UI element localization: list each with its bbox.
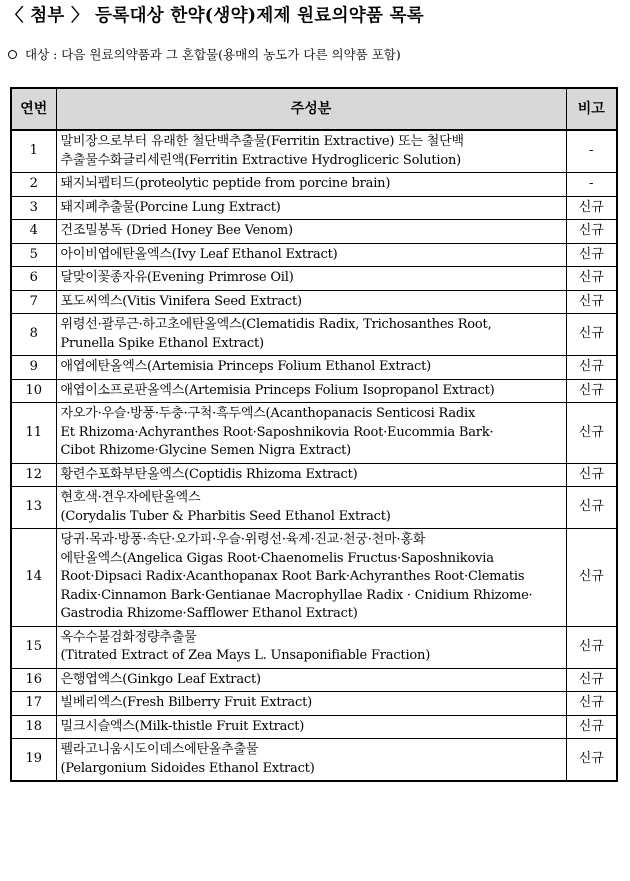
ingredient-cell xyxy=(56,626,566,668)
row-number: 12 xyxy=(11,463,56,487)
note-cell: 신규 xyxy=(566,314,617,356)
ingredient-cell xyxy=(56,290,566,314)
circle-bullet-icon xyxy=(8,50,17,59)
ingredient-line: 빌베리엑스(Fresh Bilberry Fruit Extract) xyxy=(60,695,312,710)
ingredient-line: 황련수포화부탄올엑스(Coptidis Rhizoma Extract) xyxy=(60,466,358,482)
row-number: 13 xyxy=(11,487,56,529)
ingredient-cell xyxy=(56,314,566,356)
ingredient-line: (Pelargonium Sidoides Ethanol Extract) xyxy=(60,760,315,776)
ingredient-line: 돼지폐추출물(Porcine Lung Extract) xyxy=(60,199,281,215)
note-cell: 신규 xyxy=(566,403,617,464)
ingredient-line: 은행엽엑스(Ginkgo Leaf Extract) xyxy=(60,671,261,687)
row-number: 6 xyxy=(11,267,56,291)
note-cell: 신규 xyxy=(566,529,617,627)
table-row xyxy=(11,715,617,739)
row-number: 14 xyxy=(11,529,56,627)
table-row xyxy=(11,463,617,487)
ingredient-line: 옥수수불검화정량추출물 xyxy=(60,629,197,645)
note-cell: 신규 xyxy=(566,463,617,487)
table-row xyxy=(11,379,617,403)
table-row xyxy=(11,692,617,716)
note-cell: - xyxy=(566,130,617,173)
ingredient-line: Et Rhizoma·Achyranthes Root·Saposhnikovia Root·Eucommia Bark· xyxy=(60,424,494,440)
table-row xyxy=(11,668,617,692)
ingredient-line: 포도씨엑스(Vitis Vinifera Seed Extract) xyxy=(60,293,302,309)
header-ingredient: 주성분 xyxy=(56,88,566,130)
note-cell: 신규 xyxy=(566,243,617,267)
note-cell: 신규 xyxy=(566,487,617,529)
ingredient-cell xyxy=(56,356,566,380)
row-number: 19 xyxy=(11,739,56,782)
ingredient-line: Cibot Rhizome·Glycine Semen Nigra Extract) xyxy=(60,443,352,458)
table-row xyxy=(11,220,617,244)
note-cell: 신규 xyxy=(566,356,617,380)
ingredient-line: 돼지뇌펩티드(proteolytic peptide from porcine brain) xyxy=(60,176,391,191)
ingredient-line: 애엽이소프로판올엑스(Artemisia Princeps Folium Isopropanol Extract) xyxy=(60,382,495,398)
subtitle xyxy=(8,45,628,63)
table-row xyxy=(11,290,617,314)
ingredient-line: 펠라고니움시도이데스에탄올추출물 xyxy=(60,742,259,757)
note-cell: 신규 xyxy=(566,379,617,403)
ingredient-cell xyxy=(56,403,566,464)
note-cell: 신규 xyxy=(566,739,617,782)
ingredient-cell xyxy=(56,463,566,487)
ingredient-line: Prunella Spike Ethanol Extract) xyxy=(60,335,264,351)
ingredient-line: 당귀·목과·방풍·속단·오가피·우슬·위령선·육계·진교·천궁·천마·홍화 xyxy=(60,532,426,547)
ingredient-line: (Corydalis Tuber & Pharbitis Seed Ethanol Extract) xyxy=(60,508,391,524)
note-cell: 신규 xyxy=(566,220,617,244)
ingredient-line: 말비장으로부터 유래한 철단백추출물(Ferritin Extractive) 또는 철단백 xyxy=(60,134,464,149)
ingredient-cell xyxy=(56,715,566,739)
ingredient-line: Gastrodia Rhizome·Safflower Ethanol Extract) xyxy=(60,606,358,621)
row-number: 5 xyxy=(11,243,56,267)
row-number: 17 xyxy=(11,692,56,716)
row-number: 9 xyxy=(11,356,56,380)
ingredient-line: 달맞이꽃종자유(Evening Primrose Oil) xyxy=(60,270,294,285)
table-row xyxy=(11,267,617,291)
ingredient-line: 건조밀봉독 (Dried Honey Bee Venom) xyxy=(60,223,293,238)
table-row xyxy=(11,130,617,173)
table-body xyxy=(11,130,617,781)
table-row xyxy=(11,403,617,464)
row-number: 8 xyxy=(11,314,56,356)
note-cell: 신규 xyxy=(566,196,617,220)
ingredient-line: 에탄올엑스(Angelica Gigas Root·Chaenomelis Fructus·Saposhnikovia xyxy=(60,550,494,566)
ingredient-line: (Titrated Extract of Zea Mays L. Unsaponifiable Fraction) xyxy=(60,648,431,663)
ingredient-cell xyxy=(56,173,566,197)
note-cell: 신규 xyxy=(566,715,617,739)
ingredient-cell xyxy=(56,379,566,403)
ingredient-cell xyxy=(56,220,566,244)
ingredient-line: 밀크시슬엑스(Milk-thistle Fruit Extract) xyxy=(60,718,305,734)
note-cell: 신규 xyxy=(566,626,617,668)
table-row xyxy=(11,739,617,782)
ingredient-line: 아이비엽에탄올엑스(Ivy Leaf Ethanol Extract) xyxy=(60,246,338,262)
ingredient-cell xyxy=(56,487,566,529)
table-row xyxy=(11,356,617,380)
header-note: 비고 xyxy=(566,88,617,130)
note-cell: 신규 xyxy=(566,267,617,291)
row-number: 10 xyxy=(11,379,56,403)
ingredient-cell xyxy=(56,243,566,267)
table-header-row xyxy=(11,88,617,130)
ingredient-cell xyxy=(56,196,566,220)
ingredient-line: Radix·Cinnamon Bark·Gentianae Macrophyllae Radix · Cnidium Rhizome· xyxy=(60,587,533,603)
note-cell: 신규 xyxy=(566,668,617,692)
page-title: 〈 첨부 〉 등록대상 한약(생약)제제 원료의약품 목록 xyxy=(6,6,425,26)
note-cell: 신규 xyxy=(566,692,617,716)
ingredient-cell xyxy=(56,739,566,782)
table-row xyxy=(11,196,617,220)
row-number: 3 xyxy=(11,196,56,220)
note-cell: - xyxy=(566,173,617,197)
ingredient-table xyxy=(10,87,618,782)
row-number: 7 xyxy=(11,290,56,314)
row-number: 2 xyxy=(11,173,56,197)
ingredient-cell xyxy=(56,692,566,716)
ingredient-cell xyxy=(56,668,566,692)
row-number: 1 xyxy=(11,130,56,173)
ingredient-line: 자오가·우슬·방풍·두충·구척·흑두엑스(Acanthopanacis Senticosi Radix xyxy=(60,406,476,421)
row-number: 11 xyxy=(11,403,56,464)
table-row xyxy=(11,173,617,197)
row-number: 18 xyxy=(11,715,56,739)
row-number: 4 xyxy=(11,220,56,244)
ingredient-cell xyxy=(56,267,566,291)
header-no: 연번 xyxy=(11,88,56,130)
note-cell: 신규 xyxy=(566,290,617,314)
table-row xyxy=(11,529,617,627)
row-number: 15 xyxy=(11,626,56,668)
table-row xyxy=(11,314,617,356)
table-row xyxy=(11,243,617,267)
ingredient-line: 추출물수화글리세린액(Ferritin Extractive Hydrogliceric Solution) xyxy=(60,152,462,168)
row-number: 16 xyxy=(11,668,56,692)
table-row xyxy=(11,626,617,668)
table-row xyxy=(11,487,617,529)
ingredient-line: Root·Dipsaci Radix·Acanthopanax Root Bark·Achyranthes Root·Clematis xyxy=(60,569,525,584)
ingredient-cell xyxy=(56,130,566,173)
subtitle-text: 대상 : 다음 원료의약품과 그 혼합물(용매의 농도가 다른 의약품 포함) xyxy=(25,47,401,62)
ingredient-line: 현호색·견우자에탄올엑스 xyxy=(60,490,201,505)
ingredient-line: 애엽에탄올엑스(Artemisia Princeps Folium Ethanol Extract) xyxy=(60,359,431,374)
ingredient-line: 위령선·괄루근·하고초에탄올엑스(Clematidis Radix, Trichosanthes Root, xyxy=(60,317,492,332)
ingredient-cell xyxy=(56,529,566,627)
